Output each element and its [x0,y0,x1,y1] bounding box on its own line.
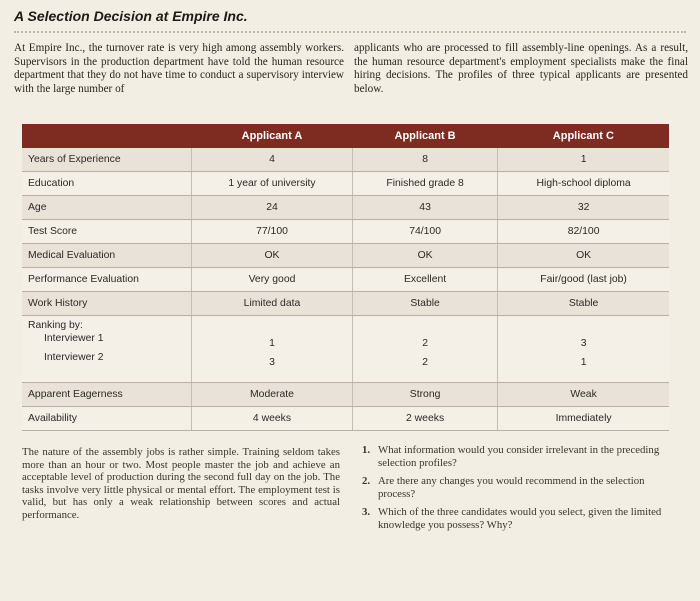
ranking-cell-applicant-a [192,316,353,383]
header-applicant-a: Applicant A [192,124,353,148]
question-item [362,475,680,500]
question-number: 1. [362,444,371,456]
question-number: 3. [362,506,371,519]
rank-interviewer-1: 1 [269,338,275,349]
cell-applicant-c: OK [498,244,669,268]
rank-interviewer-1: 2 [422,338,428,349]
cell-applicant-b: 43 [352,196,497,220]
case-title: A Selection Decision at Empire Inc. [14,8,248,24]
table-header-row [22,124,669,148]
cell-applicant-a: 1 year of university [192,172,353,196]
question-text: Which of the three candidates would you select, given the limited knowledge you possess? Why? [378,506,662,531]
title-divider [14,31,686,33]
cell-applicant-b: 74/100 [352,220,497,244]
row-label: Age [22,196,192,220]
cell-applicant-c: 32 [498,196,669,220]
row-label: Medical Evaluation [22,244,192,268]
table-row [22,172,669,196]
cell-applicant-c: Immediately [498,407,669,431]
header-corner [22,124,192,148]
ranking-cell-applicant-c [498,316,669,383]
cell-applicant-b: 2 weeks [352,407,497,431]
cell-applicant-b: Excellent [352,268,497,292]
rank-interviewer-2: 3 [269,357,275,368]
intro-paragraph-left: At Empire Inc., the turnover rate is very high among assembly workers. Supervisors in the production department have told the human resource department that they do not have time to conduct a supervisory interview with the large number of [14,42,344,95]
question-text: What information would you consider irrelevant in the preceding selection profiles? [378,444,660,469]
cell-applicant-a: Very good [192,268,353,292]
cell-applicant-c: 1 [498,148,669,172]
cell-applicant-c: 82/100 [498,220,669,244]
cell-applicant-a: Limited data [192,292,353,316]
row-label: Test Score [22,220,192,244]
cell-applicant-c: Weak [498,383,669,407]
row-label: Education [22,172,192,196]
question-text: Are there any changes you would recommend in the selection process? [378,475,645,500]
cell-applicant-a: 4 [192,148,353,172]
cell-applicant-a: 24 [192,196,353,220]
interviewer-1-label: Interviewer 1 [44,333,104,344]
row-label: Availability [22,407,192,431]
question-item [362,444,680,469]
cell-applicant-c: High-school diploma [498,172,669,196]
cell-applicant-a: Moderate [192,383,353,407]
cell-applicant-b: 8 [352,148,497,172]
question-list [362,444,680,538]
question-item [362,506,680,531]
case-description: The nature of the assembly jobs is rather simple. Training seldom takes more than an hour or two. Most people master the job and achieve an acceptable level of production during the second full day on the job. The tasks involve very little physical or mental effort. The employment test is valid, but has only a weak relationship between scores and actual performance. [22,446,340,521]
cell-applicant-b: Stable [352,292,497,316]
cell-applicant-a: 77/100 [192,220,353,244]
cell-applicant-c: Stable [498,292,669,316]
row-label: Years of Experience [22,148,192,172]
table-row [22,268,669,292]
row-label: Performance Evaluation [22,268,192,292]
ranking-label: Ranking by: [28,320,83,331]
applicant-table-container [22,124,669,424]
table-row [22,292,669,316]
row-label: Apparent Eagerness [22,383,192,407]
table-row [22,383,669,407]
cell-applicant-a: OK [192,244,353,268]
cell-applicant-b: Strong [352,383,497,407]
cell-applicant-b: OK [352,244,497,268]
table-row [22,148,669,172]
table-row [22,196,669,220]
row-label: Work History [22,292,192,316]
rank-interviewer-1: 3 [580,338,587,349]
cell-applicant-a: 4 weeks [192,407,353,431]
table-row [22,407,669,431]
header-applicant-c: Applicant C [498,124,669,148]
table-row [22,220,669,244]
cell-applicant-b: Finished grade 8 [352,172,497,196]
cell-applicant-c: Fair/good (last job) [498,268,669,292]
rank-interviewer-2: 2 [422,357,428,368]
intro-paragraph-right: applicants who are processed to fill assembly-line openings. As a result, the human resource department's employment specialists make the final hiring decisions. The profiles of three typical applicants are presented below. [354,42,688,95]
interviewer-2-label: Interviewer 2 [44,352,104,363]
rank-interviewer-2: 1 [580,357,587,368]
question-number: 2. [362,475,371,488]
applicant-profile-table [22,124,669,431]
ranking-cell-applicant-b [352,316,497,383]
ranking-row [22,316,669,383]
table-row [22,244,669,268]
ranking-label-cell [22,316,192,383]
header-applicant-b: Applicant B [352,124,497,148]
